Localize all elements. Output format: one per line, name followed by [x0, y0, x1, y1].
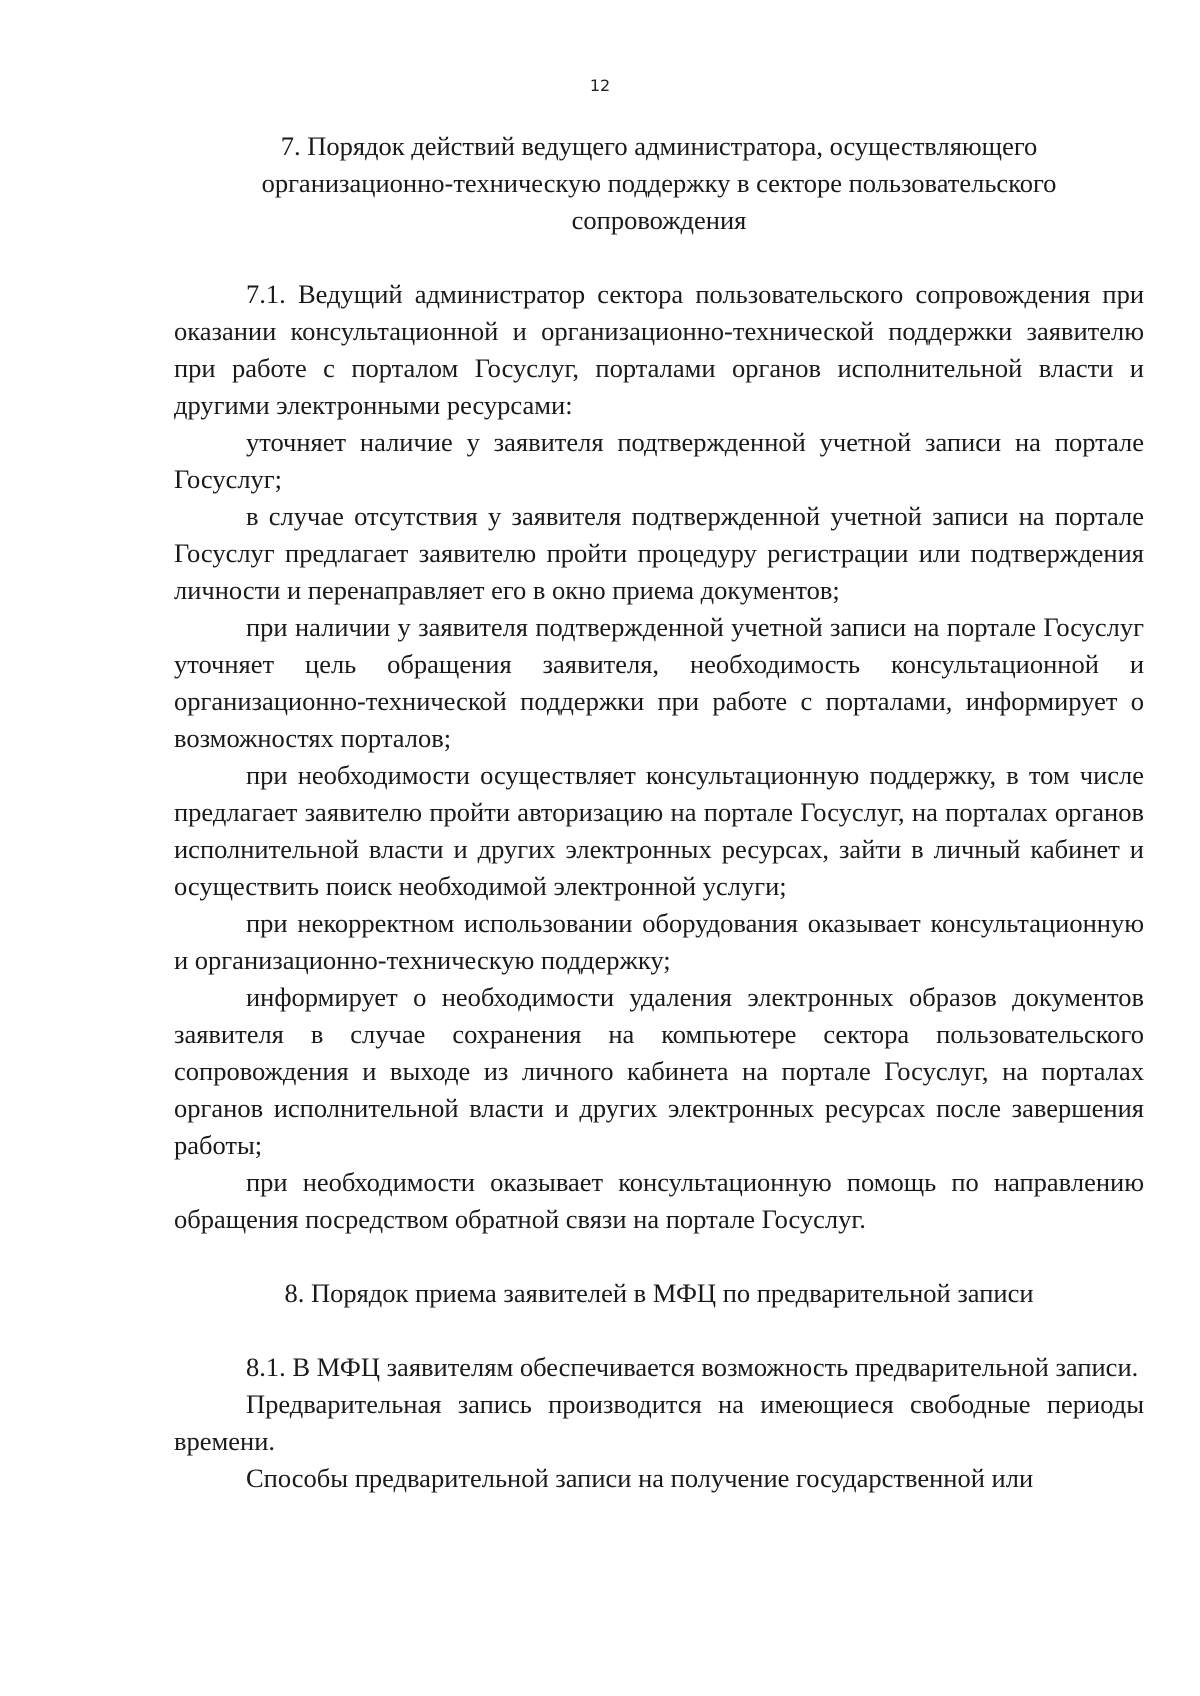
- paragraph-free-slots: Предварительная запись производится на имеющиеся свободные периоды времени.: [174, 1389, 1144, 1456]
- section-8-heading: 8. Порядок приема заявителей в МФЦ по предварительной записи: [284, 1278, 1034, 1308]
- paragraph-no-account: в случае отсутствия у заявителя подтвержденной учетной записи на портале Госуслуг предлагает заявителю пройти процедуру регистрации или подтверждения личности и перенаправляет его в окно приема документов;: [174, 501, 1144, 605]
- paragraph-consult-support: при необходимости осуществляет консультационную поддержку, в том числе предлагает заявителю пройти авторизацию на портале Госуслуг, на порталах органов исполнительной власти и других электронных ресурсах, зайти в личный кабинет и осуществить поиск необходимой электронной услуги;: [174, 760, 1144, 901]
- paragraph-feedback: при необходимости оказывает консультационную помощь по направлению обращения посредством обратной связи на портале Госуслуг.: [174, 1167, 1144, 1234]
- page-number: 12: [589, 76, 611, 95]
- paragraph-8-1: 8.1. В МФЦ заявителям обеспечивается возможность предварительной записи.: [246, 1352, 1139, 1382]
- section-7-heading-line: сопровождения: [571, 205, 747, 235]
- paragraph-has-account: при наличии у заявителя подтвержденной учетной записи на портале Госуслуг уточняет цель обращения заявителя, необходимость консультационной и организационно-технической поддержки при работе с порталами, информирует о возможностях порталов;: [174, 612, 1144, 753]
- section-7-heading: [174, 128, 1144, 239]
- section-7-heading-line: организационно-техническую поддержку в секторе пользовательского: [261, 168, 1057, 198]
- paragraph-7-1: 7.1. Ведущий администратор сектора пользовательского сопровождения при оказании консультационной и организационно-технической поддержки заявителю при работе с порталом Госуслуг, порталами органов исполнительной власти и другими электронными ресурсами:: [174, 279, 1144, 420]
- paragraph-methods: Способы предварительной записи на получение государственной или: [246, 1463, 1034, 1493]
- section-7-heading-line: 7. Порядок действий ведущего администратора, осуществляющего: [280, 131, 1038, 161]
- paragraph-verify-account: уточняет наличие у заявителя подтвержденной учетной записи на портале Госуслуг;: [174, 427, 1144, 494]
- paragraph-delete-documents: информирует о необходимости удаления электронных образов документов заявителя в случае сохранения на компьютере сектора пользовательского сопровождения и выходе из личного кабинета на портале Госуслуг, на порталах органов исполнительной власти и других электронных ресурсах после завершения работы;: [174, 982, 1144, 1160]
- paragraph-equipment-misuse: при некорректном использовании оборудования оказывает консультационную и организационно-техническую поддержку;: [174, 908, 1144, 975]
- page-content: [174, 128, 1144, 1497]
